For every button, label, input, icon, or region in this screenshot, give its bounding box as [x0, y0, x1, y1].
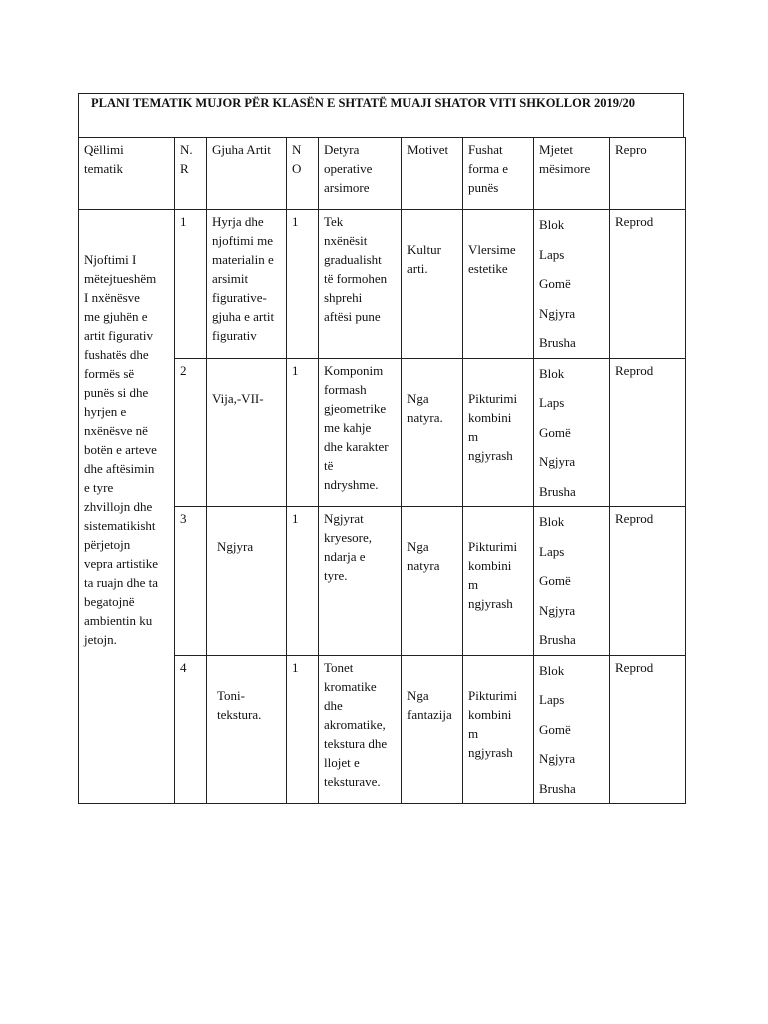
- row-motives: Kultur arti.: [402, 210, 463, 359]
- row-tools: Blok Laps Gomë Ngjyra Brusha: [534, 655, 610, 804]
- row-repro: Reprod: [610, 507, 686, 656]
- row-tasks: Ngjyrat kryesore, ndarja e tyre.: [319, 507, 402, 656]
- row-motives: Nga natyra: [402, 507, 463, 656]
- header-tools: Mjetet mësimore: [534, 138, 610, 210]
- row-tools: Blok Laps Gomë Ngjyra Brusha: [534, 358, 610, 507]
- row-motives: Nga fantazija: [402, 655, 463, 804]
- row-repro: Reprod: [610, 358, 686, 507]
- row-language: Hyrja dhe njoftimi me materialin e arsimit figurative- gjuha e artit figurativ: [207, 210, 287, 359]
- header-fields: Fushat forma e punës: [463, 138, 534, 210]
- row-language: Toni- tekstura.: [207, 655, 287, 804]
- row-nr: 1: [175, 210, 207, 359]
- row-repro: Reprod: [610, 655, 686, 804]
- header-goal: Qëllimi tematik: [79, 138, 175, 210]
- header-nr: N. R: [175, 138, 207, 210]
- row-no: 1: [287, 210, 319, 359]
- row-tasks: Tek nxënësit gradualisht të formohen shprehi aftësi pune: [319, 210, 402, 359]
- document-title: PLANI TEMATIK MUJOR PËR KLASËN E SHTATË MUAJI SHATOR VITI SHKOLLOR 2019/20: [91, 96, 635, 110]
- header-row: [79, 138, 686, 210]
- row-nr: 4: [175, 655, 207, 804]
- row-fields: Pikturimi kombini m ngjyrash: [463, 655, 534, 804]
- header-tasks: Detyra operative arsimore: [319, 138, 402, 210]
- row-repro: Reprod: [610, 210, 686, 359]
- row-no: 1: [287, 507, 319, 656]
- header-repro: Repro: [610, 138, 686, 210]
- header-no: N O: [287, 138, 319, 210]
- header-motives: Motivet: [402, 138, 463, 210]
- row-tasks: Komponim formash gjeometrike me kahje dhe karakter të ndryshme.: [319, 358, 402, 507]
- row-motives: Nga natyra.: [402, 358, 463, 507]
- row-tools: Blok Laps Gomë Ngjyra Brusha: [534, 507, 610, 656]
- row-tasks: Tonet kromatike dhe akromatike, tekstura dhe llojet e teksturave.: [319, 655, 402, 804]
- row-fields: Pikturimi kombini m ngjyrash: [463, 358, 534, 507]
- header-language: Gjuha Artit: [207, 138, 287, 210]
- row-language: Vija,-VII-: [207, 358, 287, 507]
- goal-description: Njoftimi I mëtejtueshëm I nxënësve me gjuhën e artit figurativ fushatës dhe formës së punës si dhe hyrjen e nxënësve në botën e arteve dhe aftësimin e tyre zhvillojn dhe sistematikisht përjetojn vepra artistike ta ruajn dhe ta begatojnë ambientin ku jetojn.: [79, 210, 175, 804]
- row-fields: Pikturimi kombini m ngjyrash: [463, 507, 534, 656]
- row-tools: Blok Laps Gomë Ngjyra Brusha: [534, 210, 610, 359]
- row-nr: 2: [175, 358, 207, 507]
- thematic-plan-table: [78, 137, 686, 804]
- row-fields: Vlersime estetike: [463, 210, 534, 359]
- row-language: Ngjyra: [207, 507, 287, 656]
- title-box: [78, 93, 684, 138]
- row-no: 1: [287, 358, 319, 507]
- row-nr: 3: [175, 507, 207, 656]
- row-no: 1: [287, 655, 319, 804]
- table-row: [79, 210, 686, 359]
